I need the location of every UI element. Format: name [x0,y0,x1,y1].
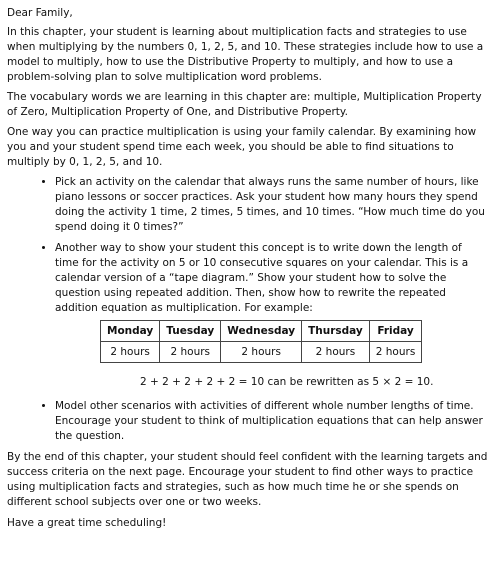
calendar-value-monday: 2 hours [101,342,160,363]
closing-paragraph: By the end of this chapter, your student should feel confident with the learning targets and success criteria on the next page. Encourage your student to find other ways to practice using multiplication facts and strategies, such as how much time he or she spends on different school subjects over one or two weeks. [7,451,488,508]
vocabulary-paragraph: The vocabulary words we are learning in this chapter are: multiple, Multiplication Property of Zero, Multiplication Property of One, and Distributive Property. [7,91,482,118]
activity-item-1: • Pick an activity on the calendar that always runs the same number of hours, like piano lessons or soccer practices. Ask your student how many hours they spend doing the activity 1 time, 2 times, 5 times, and 10 times. “How much time do you spend doing it 0 times?” [55,175,492,235]
calendar-day-wednesday: Wednesday [221,321,302,342]
activity-list [7,175,492,444]
calendar-day-friday: Friday [369,321,422,342]
intro-paragraph: In this chapter, your student is learning about multiplication facts and strategies to use when multiplying by the numbers 0, 1, 2, 5, and 10. These strategies include how to use a model to multiply, how to use the Distributive Property to multiply, and how to use a problem-solving plan to solve multiplication word problems. [7,26,484,83]
equation: 2 + 2 + 2 + 2 + 2 = 10 can be rewritten as 5 × 2 = 10. [140,376,434,388]
calendar-paragraph: One way you can practice multiplication is using your family calendar. By examining how you and your student spend time each week, you should be able to find situations to multiply by 0, 1, 2, 5, and 10. [7,126,477,168]
calendar-table [100,320,422,363]
calendar-example [55,320,486,390]
calendar-value-tuesday: 2 hours [160,342,221,363]
calendar-value-thursday: 2 hours [302,342,370,363]
greeting: Dear Family, [7,7,73,19]
calendar-day-tuesday: Tuesday [160,321,221,342]
activity-item-2-text: Another way to show your student this concept is to write down the length of time for the activity on 5 or 10 consecutive squares on your calendar. This is a calendar version of a “tape diagram.” Show your student how to solve the question using repeated addition. Then, show how to rewrite the repeated addition equation as multiplication. For example: [55,242,469,314]
calendar-day-thursday: Thursday [302,321,370,342]
calendar-value-row [101,342,422,363]
calendar-header-row [101,321,422,342]
activity-item-2 [55,241,492,390]
activity-item-3: • Model other scenarios with activities of different whole number lengths of time. Encourage your student to think of multiplication equations that can help answer the question. [55,399,492,444]
calendar-value-friday: 2 hours [369,342,422,363]
signoff: Have a great time scheduling! [7,517,167,529]
calendar-day-monday: Monday [101,321,160,342]
calendar-value-wednesday: 2 hours [221,342,302,363]
